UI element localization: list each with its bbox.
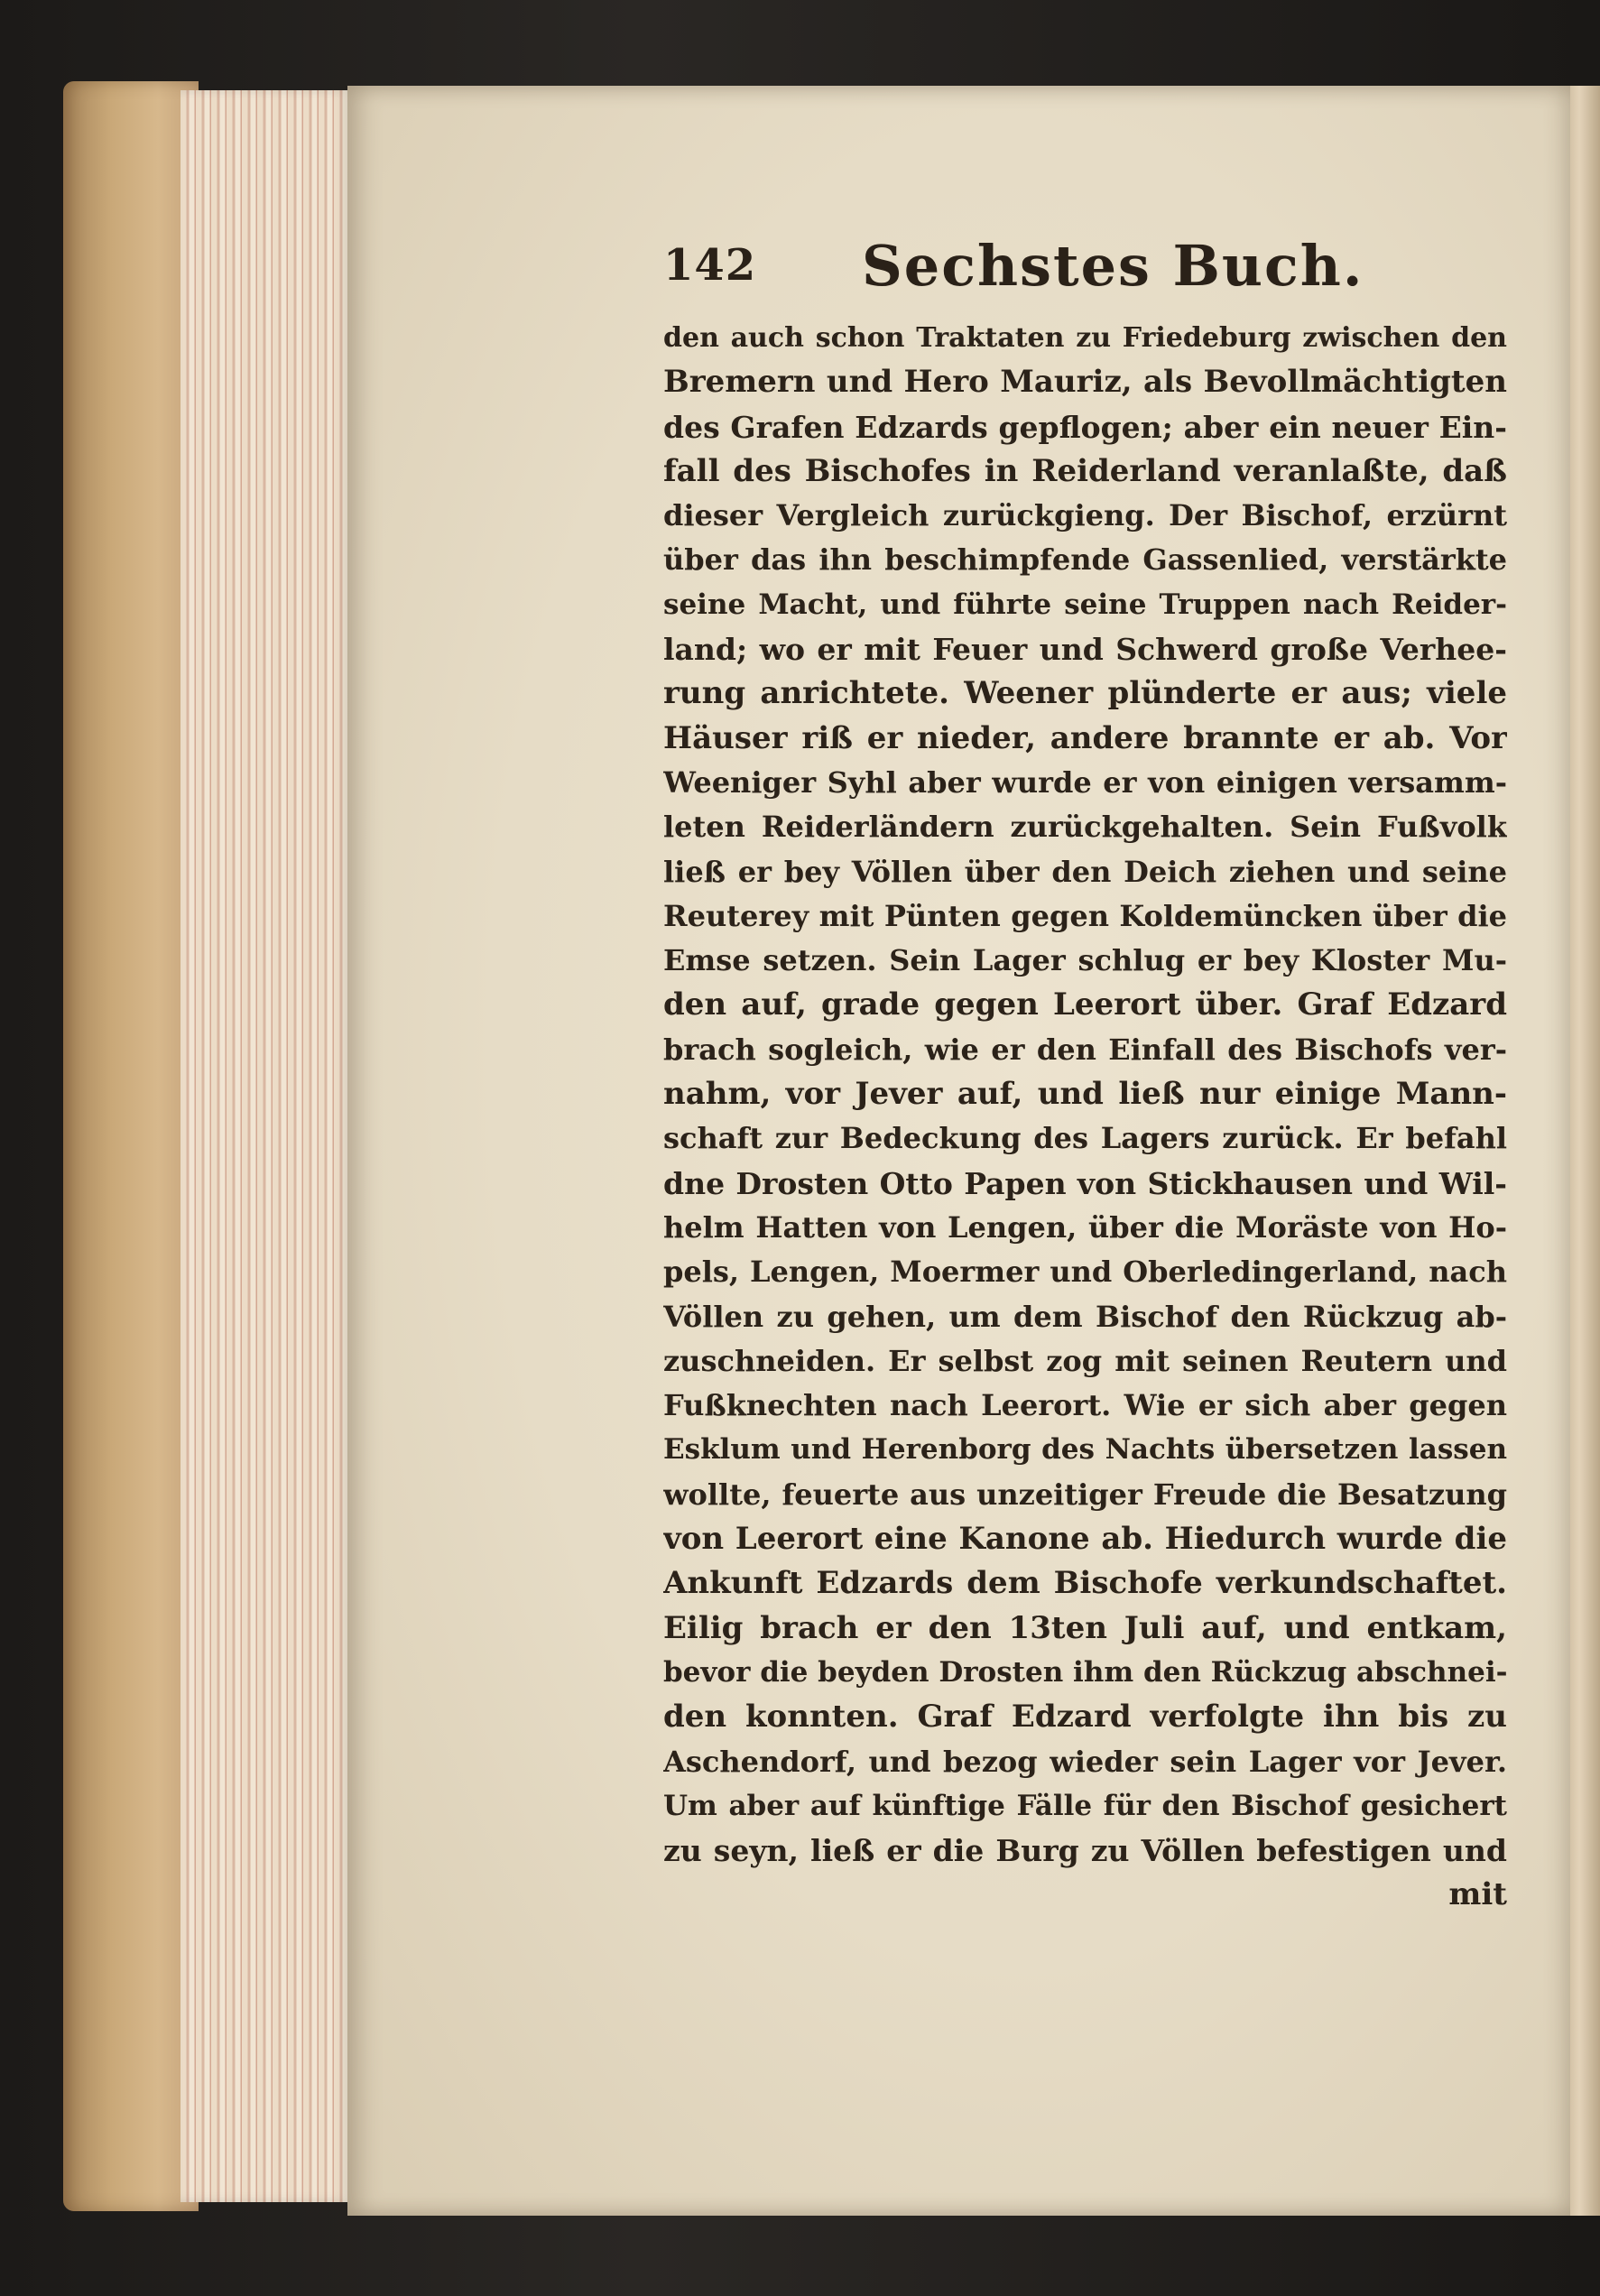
text-line: von Leerort eine Kanone ab. Hiedurch wurde die (663, 1521, 1507, 1558)
text-line: den konnten. Graf Edzard verfolgte ihn bis zu (663, 1699, 1507, 1736)
text-line: pels, Lengen, Moermer und Oberledingerland, nach (663, 1254, 1507, 1290)
catchword: mit (1448, 1876, 1507, 1913)
text-line: wollte, feuerte aus unzeitiger Freude die Besatzung (663, 1477, 1507, 1512)
body-text (663, 316, 1507, 1918)
text-line: über das ihn beschimpfende Gassenlied, verstärkte (663, 542, 1507, 578)
text-line: ließ er bey Völlen über den Deich ziehen und seine (663, 854, 1507, 889)
text-line: Emse setzen. Sein Lager schlug er bey Kloster Mu- (663, 943, 1507, 978)
text-line: Eilig brach er den 13ten Juli auf, und entkam, (663, 1609, 1507, 1646)
running-title: Sechstes Buch. (862, 233, 1364, 299)
text-line: helm Hatten von Lengen, über die Moräste von Ho- (663, 1209, 1507, 1245)
text-line: dne Drosten Otto Papen von Stickhausen und Wil- (663, 1165, 1507, 1201)
text-line: nahm, vor Jever auf, und ließ nur einige Mann- (663, 1076, 1507, 1113)
text-line: dieser Vergleich zurückgieng. Der Bischof, erzürnt (663, 498, 1507, 533)
text-line: seine Macht, und führte seine Truppen nach Reider- (663, 588, 1507, 621)
text-line: Reuterey mit Pünten gegen Koldemüncken über die (663, 898, 1507, 933)
catchword-row (663, 1873, 1507, 1917)
text-line: Bremern und Hero Mauriz, als Bevollmächtigten (663, 364, 1507, 401)
text-line: schaft zur Bedeckung des Lagers zurück. Er befahl (663, 1121, 1507, 1156)
text-line: rung anrichtete. Weener plünderte er aus; viele (663, 675, 1507, 712)
text-line: den auch schon Traktaten zu Friedeburg zwischen den (663, 322, 1507, 354)
text-line: zuschneiden. Er selbst zog mit seinen Reutern und (663, 1343, 1507, 1378)
text-line: Um aber auf künftige Fälle für den Bischof gesichert (663, 1789, 1507, 1822)
text-line: Fußknechten nach Leerort. Wie er sich aber gegen (663, 1388, 1507, 1423)
text-line: leten Reiderländern zurückgehalten. Sein Fußvolk (663, 810, 1507, 845)
text-line: bevor die beyden Drosten ihm den Rückzug abschnei- (663, 1655, 1507, 1689)
text-line: des Grafen Edzards gepflogen; aber ein neuer Ein- (663, 409, 1507, 445)
page-header (663, 226, 1507, 298)
text-line: brach sogleich, wie er den Einfall des Bischofs ver- (663, 1032, 1507, 1067)
text-line: Aschendorf, und bezog wieder sein Lager vor Jever. (663, 1744, 1507, 1779)
page-edges (180, 90, 352, 2202)
text-line: Häuser riß er nieder, andere brannte er ab. Vor (663, 719, 1507, 756)
text-line: fall des Bischofes in Reiderland veranlaßte, daß (663, 452, 1507, 489)
text-line: land; wo er mit Feuer und Schwerd große Verhee- (663, 632, 1507, 668)
text-line: Ankunft Edzards dem Bischofe verkundschaftet. (663, 1565, 1507, 1602)
text-line: den auf, grade gegen Leerort über. Graf Edzard (663, 986, 1507, 1023)
text-line: Völlen zu gehen, um dem Bischof den Rückzug ab- (663, 1299, 1507, 1334)
page-number: 142 (663, 240, 757, 291)
text-line: Esklum und Herenborg des Nachts übersetzen lassen (663, 1433, 1507, 1467)
facing-page-edge (1566, 86, 1600, 2216)
text-line: Weeniger Syhl aber wurde er von einigen versamm- (663, 764, 1507, 800)
book-cover-edge (63, 81, 199, 2211)
text-line: zu seyn, ließ er die Burg zu Völlen befestigen und (663, 1833, 1507, 1869)
